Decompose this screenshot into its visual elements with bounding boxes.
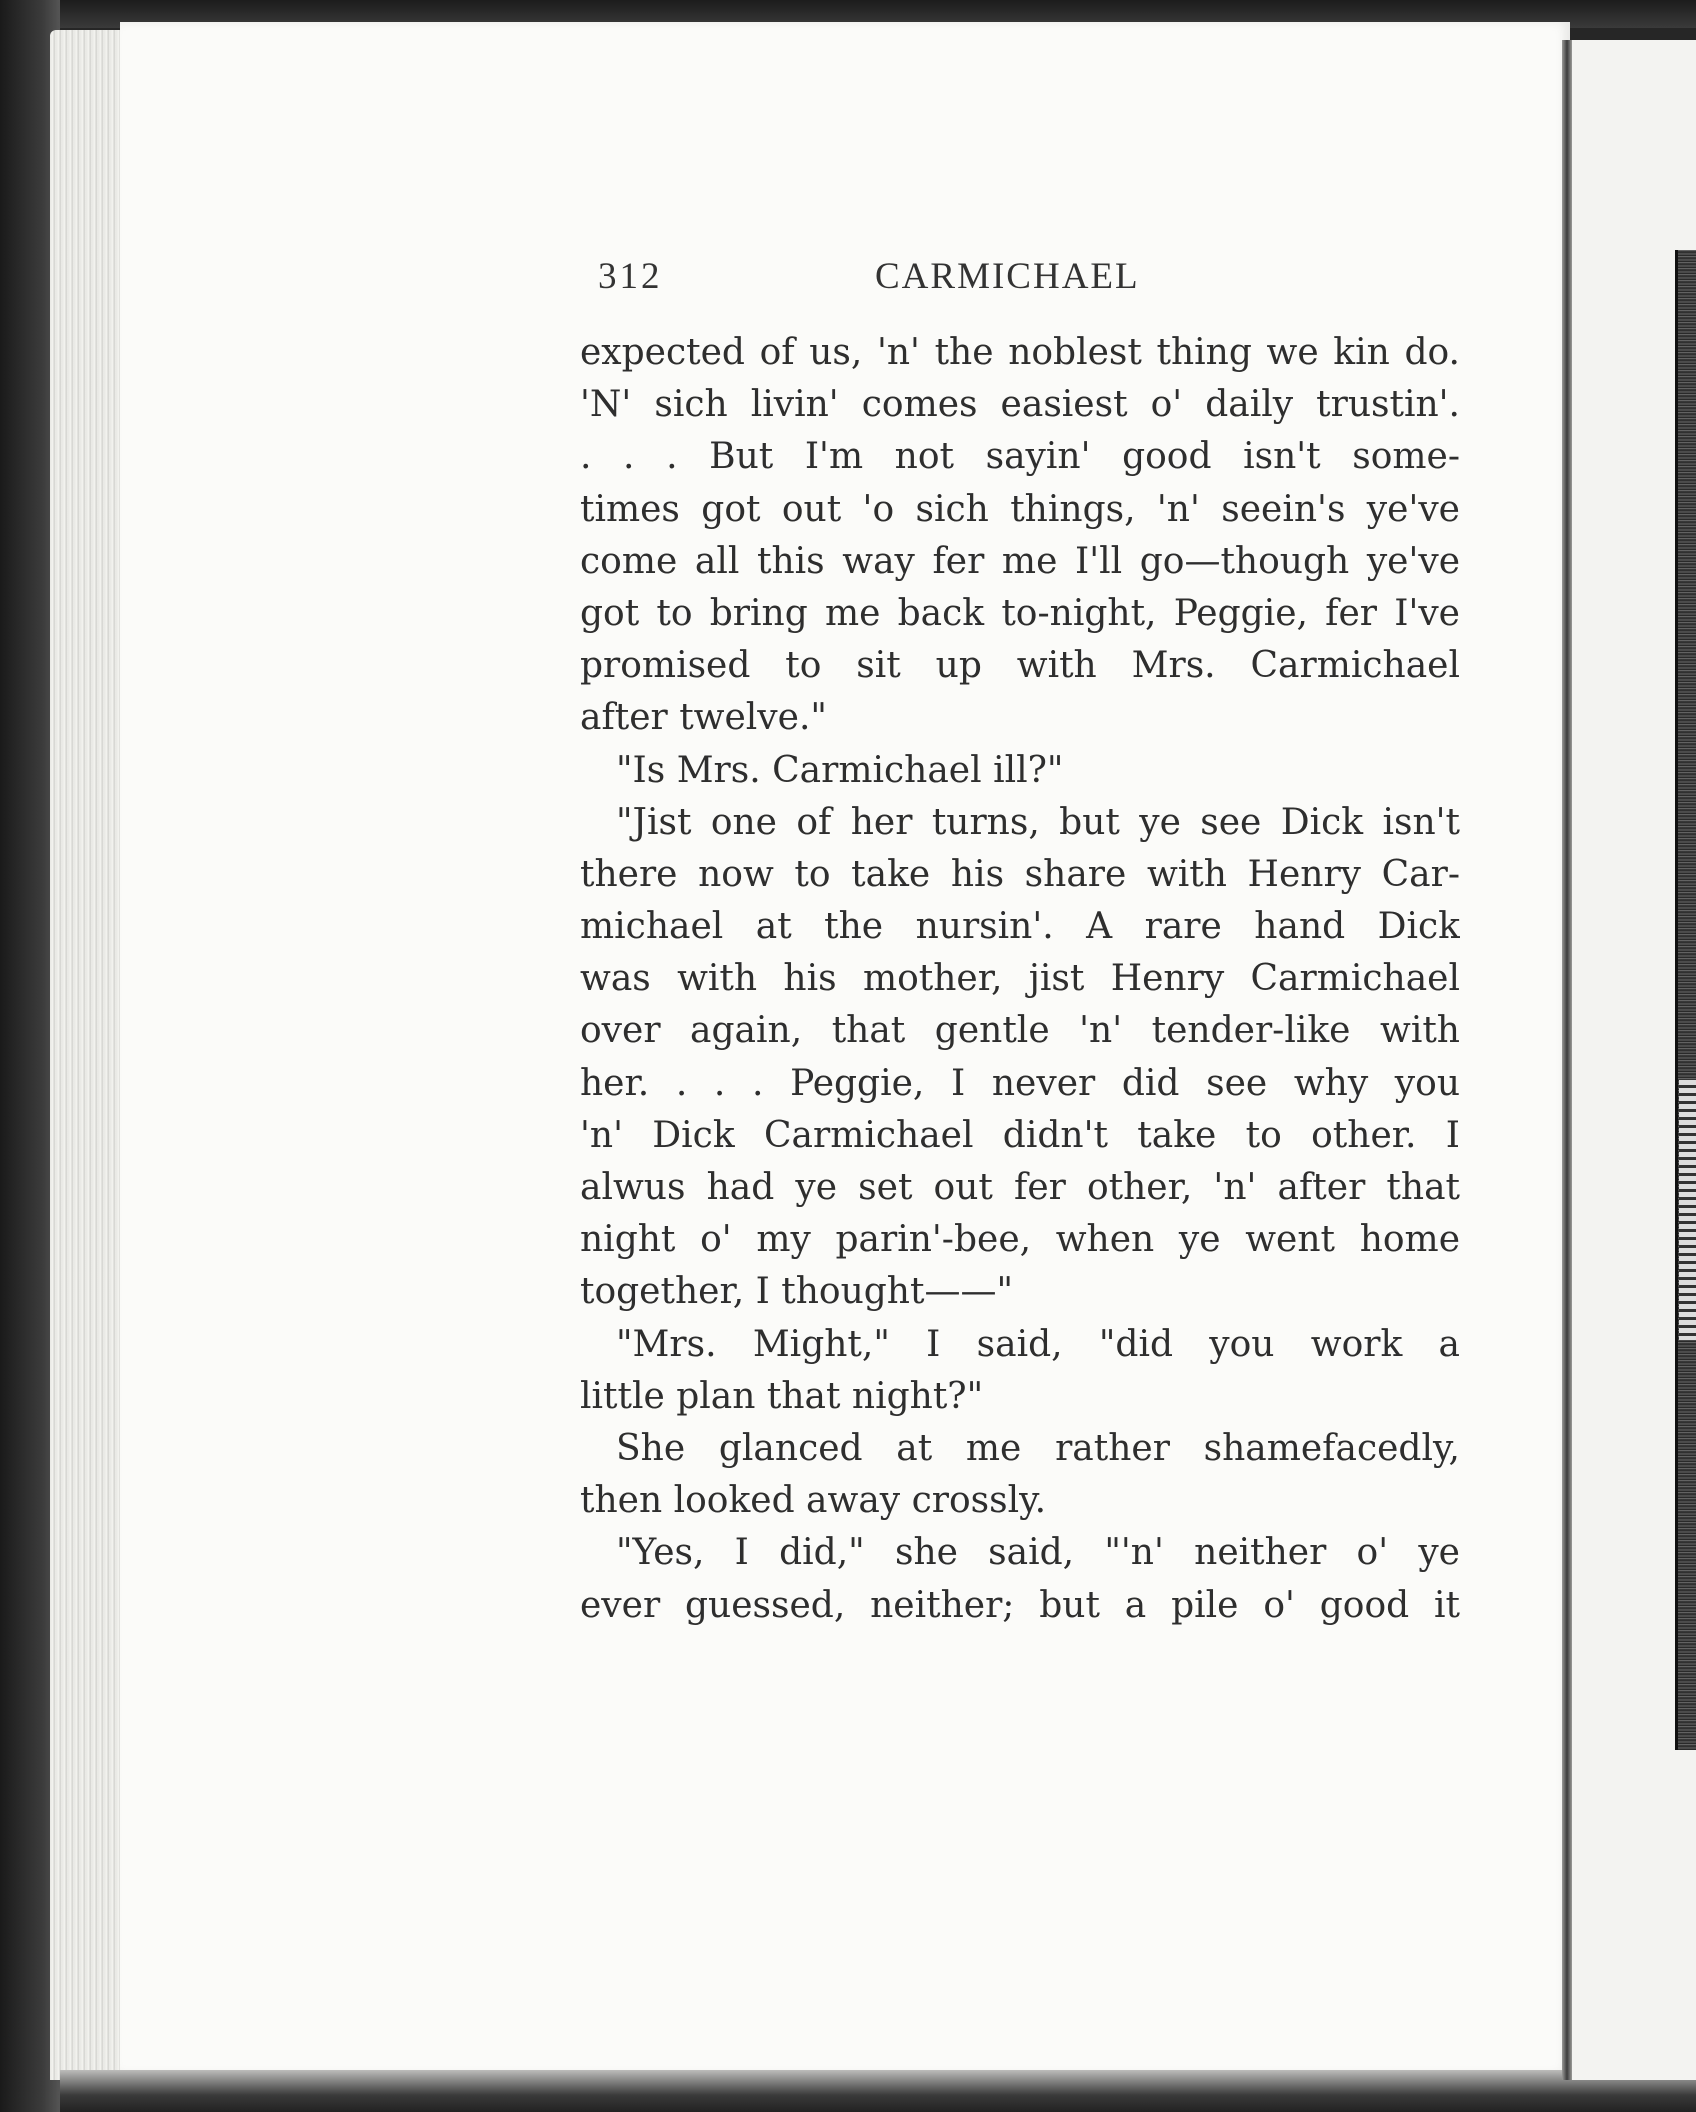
text-line: promised to sit up with Mrs. Carmichael bbox=[580, 645, 1460, 687]
text-line: expected of us, 'n' the noblest thing we kin do. bbox=[580, 332, 1460, 373]
text-line: there now to take his share with Henry Car- bbox=[580, 853, 1460, 895]
text-line: "Yes, I did," she said, "'n' neither o' ye bbox=[616, 1532, 1460, 1574]
text-line: 'n' Dick Carmichael didn't take to other. I bbox=[580, 1114, 1460, 1156]
text-line: then looked away crossly. bbox=[580, 1480, 1047, 1522]
page-number: 312 bbox=[598, 256, 663, 297]
text-line: together, I thought——" bbox=[580, 1271, 1014, 1313]
text-line: was with his mother, jist Henry Carmichael bbox=[580, 958, 1460, 1000]
text-line: after twelve." bbox=[580, 697, 827, 739]
running-head bbox=[580, 255, 1460, 315]
text-line: She glanced at me rather shamefacedly, bbox=[616, 1427, 1460, 1469]
text-line: night o' my parin'-bee, when ye went home bbox=[580, 1219, 1460, 1261]
running-title: CARMICHAEL bbox=[875, 256, 1140, 297]
text-line: little plan that night?" bbox=[580, 1375, 984, 1417]
text-line: "Is Mrs. Carmichael ill?" bbox=[616, 749, 1064, 791]
facing-page-illustration-edge bbox=[1675, 250, 1696, 1750]
text-line: got to bring me back to-night, Peggie, fer I've bbox=[580, 592, 1460, 634]
body-text bbox=[580, 327, 1460, 1632]
text-block bbox=[580, 255, 1460, 1632]
text-line: ever guessed, neither; but a pile o' good it bbox=[580, 1584, 1460, 1626]
text-line: over again, that gentle 'n' tender-like with bbox=[580, 1010, 1460, 1052]
facing-page-ornament bbox=[1679, 1080, 1696, 1340]
text-line: 'N' sich livin' comes easiest o' daily trustin'. bbox=[580, 384, 1460, 426]
text-line: . . . But I'm not sayin' good isn't some- bbox=[580, 436, 1460, 478]
book-gutter bbox=[1562, 40, 1572, 2080]
text-line: "Mrs. Might," I said, "did you work a bbox=[616, 1323, 1460, 1365]
text-line: come all this way fer me I'll go—though ye've bbox=[580, 540, 1460, 582]
text-line: times got out 'o sich things, 'n' seein's ye've bbox=[580, 488, 1460, 530]
text-line: "Jist one of her turns, but ye see Dick isn't bbox=[616, 801, 1460, 843]
page-bottom-edge bbox=[60, 2070, 1696, 2112]
text-line: alwus had ye set out fer other, 'n' after that bbox=[580, 1167, 1460, 1208]
text-line: michael at the nursin'. A rare hand Dick bbox=[580, 906, 1460, 948]
text-line: her. . . . Peggie, I never did see why you bbox=[580, 1062, 1460, 1104]
